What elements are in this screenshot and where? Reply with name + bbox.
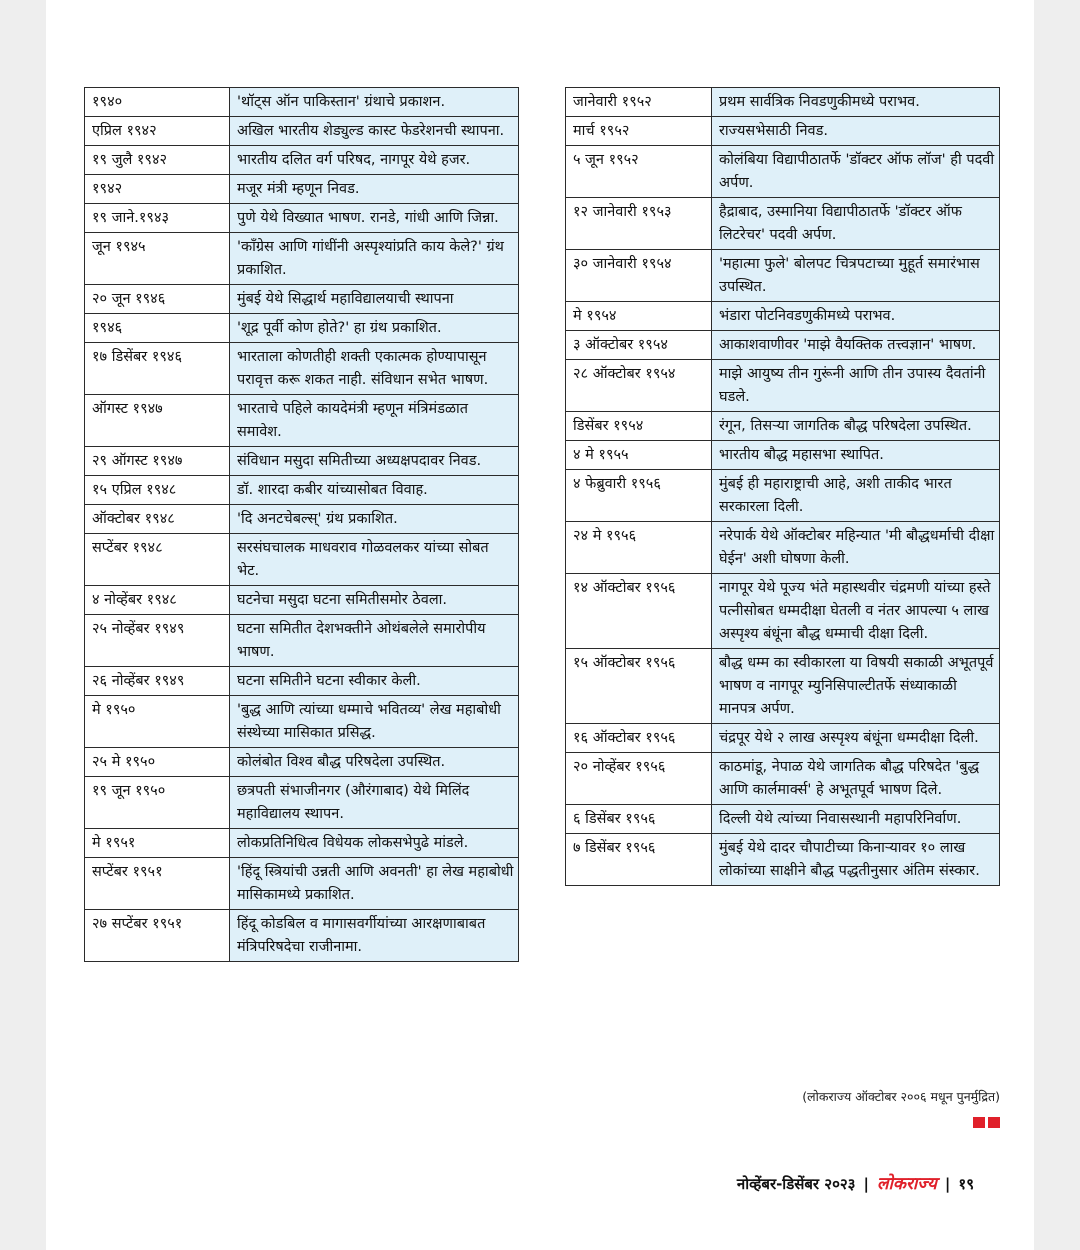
timeline-date: एप्रिल १९४२ xyxy=(85,117,230,146)
timeline-event: 'महात्मा फुले' बोलपट चित्रपटाच्या मुहूर्त समारंभास उपस्थित. xyxy=(712,250,1000,302)
timeline-row-left xyxy=(85,910,519,962)
timeline-event: भारताचे पहिले कायदेमंत्री म्हणून मंत्रिमंडळात समावेश. xyxy=(230,395,519,447)
timeline-event: चंद्रपूर येथे २ लाख अस्पृश्य बंधूंना धम्मदीक्षा दिली. xyxy=(712,724,1000,753)
timeline-event: हैद्राबाद, उस्मानिया विद्यापीठातर्फे 'डॉक्टर ऑफ लिटरेचर' पदवी अर्पण. xyxy=(712,198,1000,250)
source-note: (लोकराज्य ऑक्टोबर २००६ मधून पुनर्मुद्रित) xyxy=(802,1089,1000,1104)
timeline-event: माझे आयुष्य तीन गुरूंनी आणि तीन उपास्य दैवतांनी घडले. xyxy=(712,360,1000,412)
timeline-event: नागपूर येथे पूज्य भंते महास्थवीर चंद्रमणी यांच्या हस्ते पत्नीसोबत धम्मदीक्षा घेतली व नंतर आपल्या ५ लाख अस्पृश्य बंधूंना बौद्ध धम्माची दीक्षा दिली. xyxy=(712,574,1000,649)
timeline-row-right xyxy=(566,117,1000,146)
timeline-date: ऑगस्ट १९४७ xyxy=(85,395,230,447)
timeline-event: 'दि अनटचेबल्स्' ग्रंथ प्रकाशित. xyxy=(230,505,519,534)
timeline-event: आकाशवाणीवर 'माझे वैयक्तिक तत्त्वज्ञान' भाषण. xyxy=(712,331,1000,360)
timeline-date: १९ जुलै १९४२ xyxy=(85,146,230,175)
timeline-date: सप्टेंबर १९४८ xyxy=(85,534,230,586)
timeline-event: मुंबई ही महाराष्ट्राची आहे, अशी ताकीद भारत सरकारला दिली. xyxy=(712,470,1000,522)
timeline-body-right xyxy=(566,88,1000,886)
timeline-date: ३ ऑक्टोबर १९५४ xyxy=(566,331,712,360)
timeline-event: नरेपार्क येथे ऑक्टोबर महिन्यात 'मी बौद्धधर्माची दीक्षा घेईन' अशी घोषणा केली. xyxy=(712,522,1000,574)
timeline-event: भंडारा पोटनिवडणुकीमध्ये पराभव. xyxy=(712,302,1000,331)
timeline-event: काठमांडू, नेपाळ येथे जागतिक बौद्ध परिषदेत 'बुद्ध आणि कार्लमार्क्स' हे अभूतपूर्व भाषण दिले. xyxy=(712,753,1000,805)
timeline-event: मुंबई येथे सिद्धार्थ महाविद्यालयाची स्थापना xyxy=(230,285,519,314)
timeline-date: ६ डिसेंबर १९५६ xyxy=(566,805,712,834)
timeline-row-left xyxy=(85,777,519,829)
timeline-event: भारतीय दलित वर्ग परिषद, नागपूर येथे हजर. xyxy=(230,146,519,175)
timeline-row-left xyxy=(85,858,519,910)
timeline-event: दिल्ली येथे त्यांच्या निवासस्थानी महापरिनिर्वाण. xyxy=(712,805,1000,834)
timeline-date: ४ फेब्रुवारी १९५६ xyxy=(566,470,712,522)
timeline-date: १५ एप्रिल १९४८ xyxy=(85,476,230,505)
timeline-row-left xyxy=(85,667,519,696)
timeline-row-left xyxy=(85,829,519,858)
timeline-row-right xyxy=(566,574,1000,649)
timeline-row-right xyxy=(566,88,1000,117)
timeline-date: १५ ऑक्टोबर १९५६ xyxy=(566,649,712,724)
timeline-date: २५ नोव्हेंबर १९४९ xyxy=(85,615,230,667)
timeline-date: ऑक्टोबर १९४८ xyxy=(85,505,230,534)
timeline-event: सरसंघचालक माधवराव गोळवलकर यांच्या सोबत भेट. xyxy=(230,534,519,586)
timeline-row-left xyxy=(85,586,519,615)
timeline-date: ४ मे १९५५ xyxy=(566,441,712,470)
timeline-row-left xyxy=(85,204,519,233)
timeline-row-right xyxy=(566,805,1000,834)
timeline-table-right xyxy=(565,87,1000,886)
timeline-date: १४ ऑक्टोबर १९५६ xyxy=(566,574,712,649)
timeline-date: १६ ऑक्टोबर १९५६ xyxy=(566,724,712,753)
timeline-row-right xyxy=(566,753,1000,805)
timeline-table-left xyxy=(84,87,519,962)
timeline-event: कोलंबिया विद्यापीठातर्फे 'डॉक्टर ऑफ लॉज' ही पदवी अर्पण. xyxy=(712,146,1000,198)
timeline-date: १९ जून १९५० xyxy=(85,777,230,829)
timeline-row-right xyxy=(566,724,1000,753)
timeline-date: डिसेंबर १९५४ xyxy=(566,412,712,441)
timeline-date: मे १९५१ xyxy=(85,829,230,858)
timeline-row-right xyxy=(566,360,1000,412)
timeline-date: सप्टेंबर १९५१ xyxy=(85,858,230,910)
timeline-event: लोकप्रतिनिधित्व विधेयक लोकसभेपुढे मांडले. xyxy=(230,829,519,858)
timeline-row-right xyxy=(566,649,1000,724)
timeline-event: भारतीय बौद्ध महासभा स्थापित. xyxy=(712,441,1000,470)
timeline-date: २७ सप्टेंबर १९५१ xyxy=(85,910,230,962)
timeline-row-left xyxy=(85,343,519,395)
timeline-row-left xyxy=(85,285,519,314)
timeline-row-right xyxy=(566,470,1000,522)
timeline-event: 'बुद्ध आणि त्यांच्या धम्माचे भवितव्य' लेख महाबोधी संस्थेच्या मासिकात प्रसिद्ध. xyxy=(230,696,519,748)
timeline-row-right xyxy=(566,522,1000,574)
timeline-row-left xyxy=(85,615,519,667)
timeline-date: २५ मे १९५० xyxy=(85,748,230,777)
timeline-event: रंगून, तिसऱ्या जागतिक बौद्ध परिषदेला उपस्थित. xyxy=(712,412,1000,441)
timeline-date: २८ ऑक्टोबर १९५४ xyxy=(566,360,712,412)
timeline-row-left xyxy=(85,146,519,175)
timeline-event: मुंबई येथे दादर चौपाटीच्या किनाऱ्यावर १० लाख लोकांच्या साक्षीने बौद्ध पद्धतीनुसार अंतिम संस्कार. xyxy=(712,834,1000,886)
timeline-row-left xyxy=(85,696,519,748)
timeline-row-left xyxy=(85,175,519,204)
timeline-date: १९ जाने.१९४३ xyxy=(85,204,230,233)
timeline-event: पुणे येथे विख्यात भाषण. रानडे, गांधी आणि जिन्ना. xyxy=(230,204,519,233)
timeline-row-right xyxy=(566,198,1000,250)
timeline-event: 'थॉट्स ऑन पाकिस्तान' ग्रंथाचे प्रकाशन. xyxy=(230,88,519,117)
timeline-event: कोलंबोत विश्व बौद्ध परिषदेला उपस्थित. xyxy=(230,748,519,777)
decorative-red-squares xyxy=(970,1113,1000,1132)
timeline-event: हिंदू कोडबिल व मागासवर्गीयांच्या आरक्षणाबाबत मंत्रिपरिषदेचा राजीनामा. xyxy=(230,910,519,962)
timeline-event: बौद्ध धम्म का स्वीकारला या विषयी सकाळी अभूतपूर्व भाषण व नागपूर म्युनिसिपाल्टीतर्फे संध्याकाळी मानपत्र अर्पण. xyxy=(712,649,1000,724)
timeline-event: संविधान मसुदा समितीच्या अध्यक्षपदावर निवड. xyxy=(230,447,519,476)
timeline-row-right xyxy=(566,331,1000,360)
timeline-date: १९४० xyxy=(85,88,230,117)
timeline-row-left xyxy=(85,395,519,447)
timeline-date: २४ मे १९५६ xyxy=(566,522,712,574)
timeline-event: अखिल भारतीय शेड्युल्ड कास्ट फेडरेशनची स्थापना. xyxy=(230,117,519,146)
timeline-date: मे १९५० xyxy=(85,696,230,748)
timeline-row-right xyxy=(566,146,1000,198)
timeline-event: छत्रपती संभाजीनगर (औरंगाबाद) येथे मिलिंद महाविद्यालय स्थापन. xyxy=(230,777,519,829)
timeline-date: जून १९४५ xyxy=(85,233,230,285)
timeline-row-right xyxy=(566,302,1000,331)
timeline-event: घटनेचा मसुदा घटना समितीसमोर ठेवला. xyxy=(230,586,519,615)
timeline-date: ३० जानेवारी १९५४ xyxy=(566,250,712,302)
timeline-body-left xyxy=(85,88,519,962)
timeline-event: राज्यसभेसाठी निवड. xyxy=(712,117,1000,146)
timeline-date: मे १९५४ xyxy=(566,302,712,331)
timeline-event: घटना समितीत देशभक्तीने ओथंबलेले समारोपीय भाषण. xyxy=(230,615,519,667)
timeline-row-left xyxy=(85,748,519,777)
footer-page-number: १९ xyxy=(958,1175,974,1193)
timeline-date: २६ नोव्हेंबर १९४९ xyxy=(85,667,230,696)
footer-brand-logo: लोकराज्य xyxy=(876,1174,937,1194)
timeline-row-left xyxy=(85,505,519,534)
timeline-date: ७ डिसेंबर १९५६ xyxy=(566,834,712,886)
timeline-row-left xyxy=(85,314,519,343)
timeline-date: १९४२ xyxy=(85,175,230,204)
timeline-row-right xyxy=(566,441,1000,470)
timeline-row-left xyxy=(85,447,519,476)
timeline-row-right xyxy=(566,412,1000,441)
timeline-date: मार्च १९५२ xyxy=(566,117,712,146)
timeline-date: २० जून १९४६ xyxy=(85,285,230,314)
timeline-date: १९४६ xyxy=(85,314,230,343)
timeline-event: घटना समितीने घटना स्वीकार केली. xyxy=(230,667,519,696)
timeline-row-left xyxy=(85,88,519,117)
timeline-event: प्रथम सार्वत्रिक निवडणुकीमध्ये पराभव. xyxy=(712,88,1000,117)
timeline-event: डॉ. शारदा कबीर यांच्यासोबत विवाह. xyxy=(230,476,519,505)
footer-issue: नोव्हेंबर-डिसेंबर २०२३ xyxy=(736,1175,856,1193)
timeline-row-right xyxy=(566,250,1000,302)
timeline-date: १७ डिसेंबर १९४६ xyxy=(85,343,230,395)
footer-separator: | xyxy=(863,1175,869,1193)
red-square-icon xyxy=(973,1117,985,1128)
timeline-row-left xyxy=(85,534,519,586)
timeline-date: ५ जून १९५२ xyxy=(566,146,712,198)
timeline-date: २० नोव्हेंबर १९५६ xyxy=(566,753,712,805)
red-square-icon xyxy=(988,1117,1000,1128)
timeline-date: जानेवारी १९५२ xyxy=(566,88,712,117)
timeline-date: २९ ऑगस्ट १९४७ xyxy=(85,447,230,476)
timeline-row-right xyxy=(566,834,1000,886)
timeline-event: 'शूद्र पूर्वी कोण होते?' हा ग्रंथ प्रकाशित. xyxy=(230,314,519,343)
magazine-page xyxy=(46,0,1034,1250)
timeline-event: मजूर मंत्री म्हणून निवड. xyxy=(230,175,519,204)
timeline-row-left xyxy=(85,476,519,505)
timeline-date: ४ नोव्हेंबर १९४८ xyxy=(85,586,230,615)
timeline-row-left xyxy=(85,117,519,146)
page-footer xyxy=(737,1171,974,1194)
timeline-event: भारताला कोणतीही शक्ती एकात्मक होण्यापासून परावृत्त करू शकत नाही. संविधान सभेत भाषण. xyxy=(230,343,519,395)
footer-separator: | xyxy=(944,1175,951,1193)
timeline-event: 'हिंदू स्त्रियांची उन्नती आणि अवनती' हा लेख महाबोधी मासिकामध्ये प्रकाशित. xyxy=(230,858,519,910)
timeline-row-left xyxy=(85,233,519,285)
timeline-date: १२ जानेवारी १९५३ xyxy=(566,198,712,250)
timeline-event: 'काँग्रेस आणि गांधींनी अस्पृश्यांप्रति काय केले?' ग्रंथ प्रकाशित. xyxy=(230,233,519,285)
